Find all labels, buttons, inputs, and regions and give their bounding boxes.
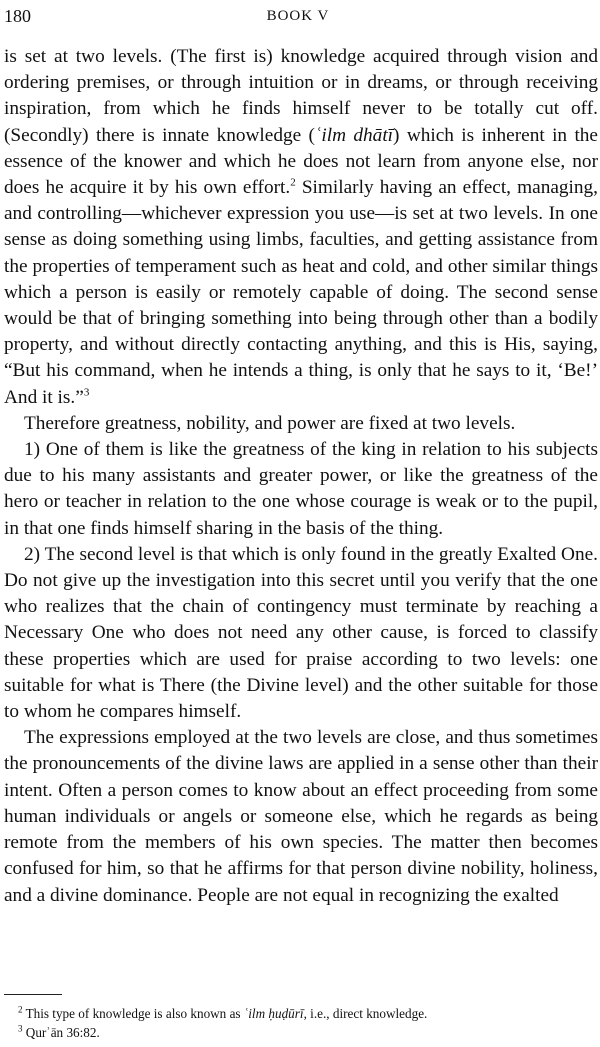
footnote [18,1004,590,1023]
italic-term: ʿilm dhātī [314,124,394,146]
footnote-text: Qurʾān 36:82. [25,1025,100,1040]
paragraph-text: ) which is inherent in the essence of the knower and which he does not learn from anyone else, nor does he acquire it by his own effort. [4,124,598,199]
footnote [18,1023,590,1042]
body-text [4,44,598,909]
paragraph: Therefore greatness, nobility, and power are fixed at two levels. [24,412,516,434]
paragraph-text: Similarly having an effect, managing, and controlling—whichever expression you use—is set at two levels. In one sense as doing something using limbs, faculties, and getting assistance from the properties of temperament such as heat and cold, and other similar things which a person is easily or remotely capable of doing. The second sense would be that of bringing something into being through other than a bodily property, and without directly contacting anything, and this is His, saying, “But his command, when he intends a thing, is only that he says to it, ‘Be!’ And it is.” [4,177,598,408]
page-number: 180 [4,6,31,26]
paragraph [4,44,598,411]
footnote-divider [4,994,62,995]
running-head: BOOK V [266,8,330,24]
footnote-number: 3 [18,1023,23,1034]
paragraph-text: is set at two levels. (The first is) knowledge acquired through vision and ordering premises, or through intuition or in dreams, or through receiving inspiration, from which he finds himself never to be totally cut off. (Secondly) there is innate knowledge ( [4,46,598,146]
paragraph: 2) The second level is that which is only found in the greatly Exalted One. Do not give up the investigation into this secret until you verify that the one who realizes that the chain of contingency must terminate by reaching a Necessary One who does not need any other cause, is forced to classify these properties which are used for praise according to two levels: one suitable for what is There (the Divine level) and the other suitable for those to whom he compares himself. [4,543,598,723]
page-header [4,4,592,28]
footnote-text: , i.e., direct knowledge. [303,1006,428,1021]
footnotes [18,1004,590,1042]
footnote-text: This type of knowledge is also known as [25,1006,244,1021]
paragraph: 1) One of them is like the greatness of the king in relation to his subjects due to his many assistants and greater power, or like the greatness of the hero or teacher in relation to the one whose courage is weak or to the pupil, in that one finds himself sharing in the basis of the thing. [4,439,598,539]
footnote-number: 2 [18,1004,23,1015]
footnote-marker[interactable]: 2 [290,176,296,189]
footnote-marker[interactable]: 3 [83,386,90,399]
italic-term: ʿilm ḥuḍūrī [243,1006,304,1021]
paragraph: The expressions employed at the two levels are close, and thus sometimes the pronouncements of the divine laws are applied in a sense other than their intent. Often a person comes to know about an effect proceeding from some human individuals or angels or someone else, which he regards as being remote from the members of his own species. The matter then becomes confused for him, so that he affirms for that person divine nobility, holiness, and a divine dominance. People are not equal in recognizing the exalted [4,727,598,906]
